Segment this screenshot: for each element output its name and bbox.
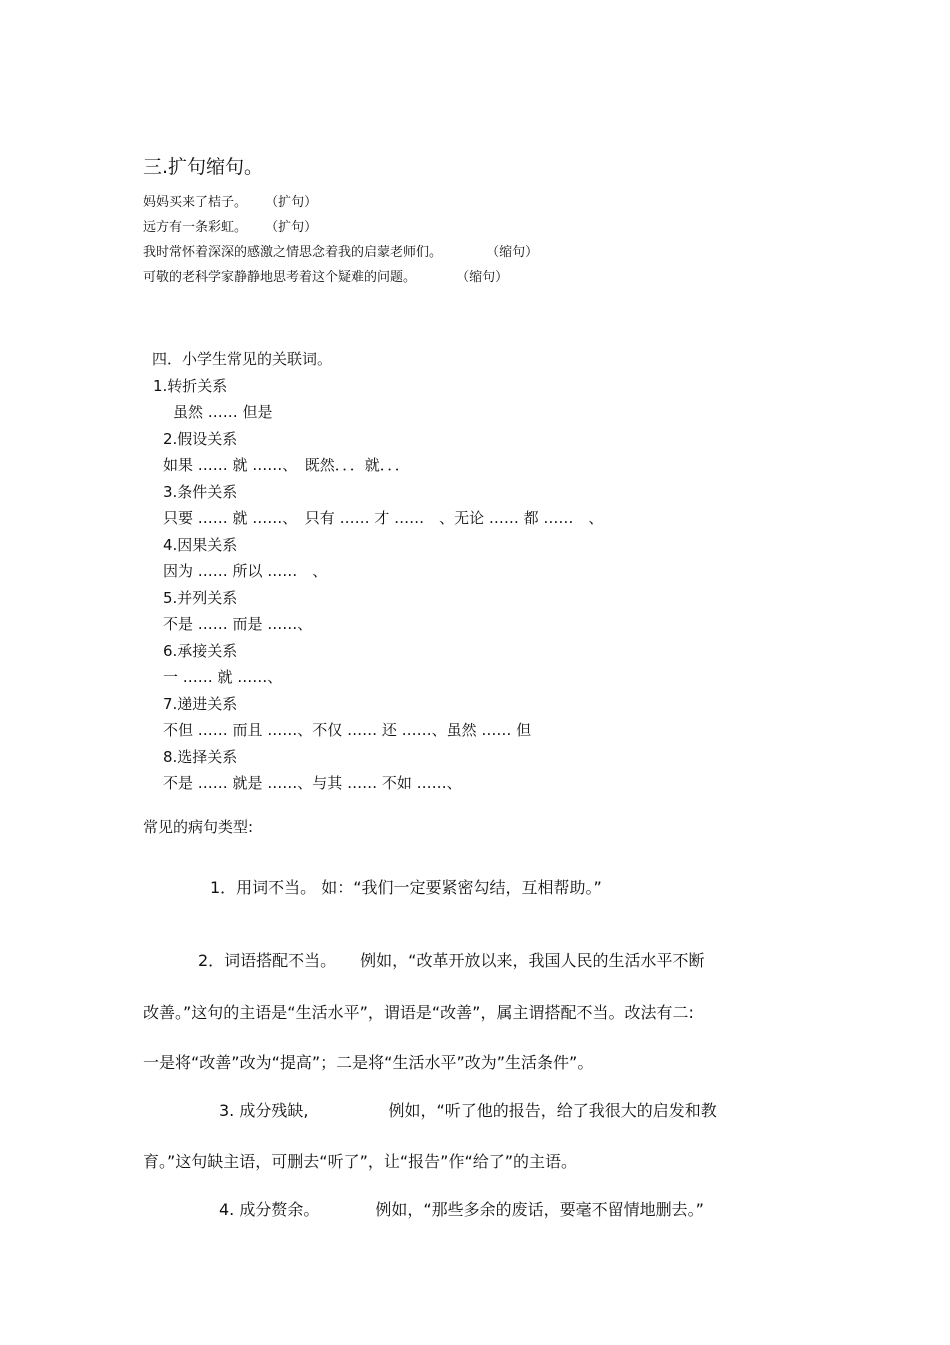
group-name: 1.转折关系 xyxy=(153,377,228,395)
group-name: 4.因果关系 xyxy=(163,536,238,554)
sentence-text: 我时常怀着深深的感激之情思念着我的启蒙老师们。 xyxy=(143,245,443,260)
faulty-item-3-line: 3. 成分残缺, 例如，“听了他的报告，给了我很大的启发和教 xyxy=(219,1101,717,1120)
group-words: 虽然 …… 但是 xyxy=(173,403,273,421)
sentence-text: 可敬的老科学家静静地思考着这个疑难的问题。 xyxy=(143,270,417,285)
group-words: 不是 …… 而是 ……、 xyxy=(163,615,313,633)
faulty-item-2-line: 2．词语搭配不当。 例如，“改革开放以来，我国人民的生活水平不断 xyxy=(198,951,705,970)
sentence-tag: （缩句） xyxy=(456,270,509,285)
faulty-title: 常见的病句类型: xyxy=(143,818,254,836)
sentence-item xyxy=(143,270,508,286)
group-name: 7.递进关系 xyxy=(163,695,238,713)
group-words: 不是 …… 就是 ……、与其 …… 不如 ……、 xyxy=(163,774,462,792)
faulty-item-1: 1．用词不当。 如：“我们一定要紧密勾结，互相帮助。” xyxy=(210,878,602,897)
group-words: 因为 …… 所以 …… 、 xyxy=(163,562,328,580)
group-name: 5.并列关系 xyxy=(163,589,238,607)
faulty-item-4: 4. 成分赘余。 例如，“那些多余的废话，要毫不留情地删去。” xyxy=(219,1200,704,1219)
faulty-item-2-line: 改善。”这句的主语是“生活水平”，谓语是“改善”，属主谓搭配不当。改法有二: xyxy=(143,1003,694,1022)
group-words: 一 …… 就 ……、 xyxy=(163,668,283,686)
sentence-item xyxy=(143,220,317,236)
sentence-text: 妈妈买来了桔子。 xyxy=(143,195,248,210)
group-words: 如果 …… 就 ……、 既然．．．就．．． xyxy=(163,456,410,474)
group-words: 只要 …… 就 ……、 只有 …… 才 …… 、无论 …… 都 …… 、 xyxy=(163,509,604,527)
group-name: 3.条件关系 xyxy=(163,483,238,501)
group-words: 不但 …… 而且 ……、不仅 …… 还 ……、虽然 …… 但 xyxy=(163,721,532,739)
section4-title: 四．小学生常见的关联词。 xyxy=(152,350,333,368)
sentence-item xyxy=(143,195,317,211)
sentence-item xyxy=(143,245,538,261)
group-name: 6.承接关系 xyxy=(163,642,238,660)
sentence-text: 远方有一条彩虹。 xyxy=(143,220,248,235)
sentence-tag: （扩句） xyxy=(265,220,318,235)
group-name: 2.假设关系 xyxy=(163,430,238,448)
faulty-item-3-line: 育。”这句缺主语，可删去“听了”，让“报告”作“给了”的主语。 xyxy=(143,1152,578,1171)
sentence-tag: （扩句） xyxy=(265,195,318,210)
group-name: 8.选择关系 xyxy=(163,748,238,766)
faulty-item-2-line: 一是将“改善”改为“提高”；二是将“生活水平”改为”生活条件”。 xyxy=(143,1053,594,1072)
section3-title: 三.扩句缩句。 xyxy=(143,156,264,178)
sentence-tag: （缩句） xyxy=(486,245,539,260)
